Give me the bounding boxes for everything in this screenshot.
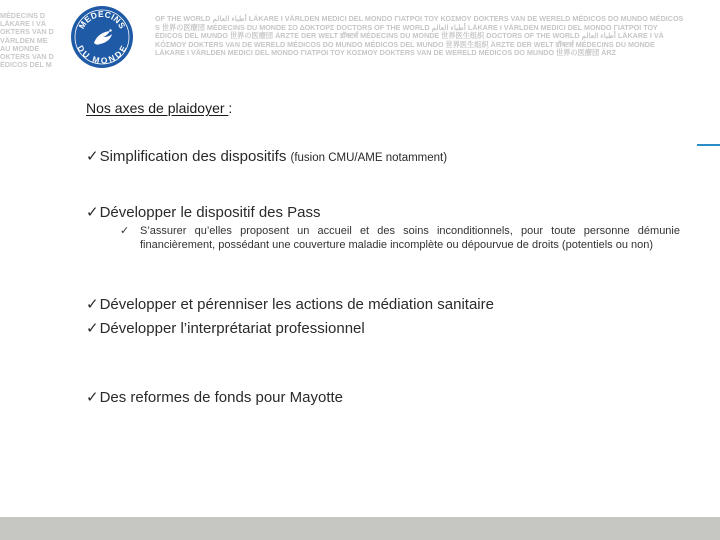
bullet-item: ✓Développer et pérenniser les actions de médiation sanitaire	[86, 296, 494, 313]
heading-colon: :	[228, 100, 233, 116]
check-icon: ✓	[86, 320, 99, 337]
bullet-item: ✓Développer le dispositif des Pass	[86, 204, 321, 221]
bullet-item: ✓Simplification des dispositifs (fusion CMU/AME notamment)	[86, 148, 448, 165]
bullet-item: ✓Des reformes de fonds pour Mayotte	[86, 389, 344, 406]
medecins-du-monde-logo	[70, 5, 134, 69]
check-icon: ✓	[86, 204, 99, 221]
footer-bar	[0, 517, 720, 540]
heading-text: Nos axes de plaidoyer	[86, 100, 229, 116]
left-banner-text: MÉDECINS D LÄKARE I VÄ OKTERS VAN D VÄRLDEN ME AU MONDE OKTERS VAN D ÉDICOS DEL M	[0, 11, 54, 70]
logo-text-bottom: DU MONDE	[75, 43, 129, 66]
logo-text-top: MEDECINS	[76, 8, 128, 31]
sub-bullet-item: ✓ S’assurer qu’elles proposent un accueil et des soins inconditionnels, pour toute personne démunie financièrement, possédant une couverture maladie incomplète ou dépourvue de droits (potentiels ou non)	[120, 225, 680, 251]
check-icon: ✓	[120, 225, 130, 237]
right-banner-text: OF THE WORLD أطباء العالم LÄKARE I VÄRLDEN MEDICI DEL MONDO ΓΙΑΤΡΟΙ ΤΟΥ ΚΟΣΜΟΥ DOKTERS VAN DE WERELD MÉDICOS DO MUNDO MÉDICOS S 世界の医療団 MÉDECINS DU MONDE ΣΟ ΔΟΚΤΟΡΣ DOCTORS OF THE WORLD أطباء العالم LÄKARE I VÄRLDEN MEDICI DEL MONDO ΓΙΑΤΡΟΙ ΤΟΥ ÉDICOS DEL MUNDO 世界の医療団 ÄRZTE DER WELT डॉक्टर्स MÉDECINS DU MONDE 世界医生组织 DOCTORS OF THE WORLD أطباء العالم LÄKARE I VÄ KÓΣΜΟΥ DOKTERS VAN DE WERELD MÉDICOS DO MUNDO MÉDICOS DEL MUNDO 世界医生组织 ÄRZTE DER WELT डॉक्टर्स MÉDECINS DU MONDE LÄKARE I VÄRLDEN MEDICI DEL MONDO ΓΙΑΤΡΟΙ ΤΟΥ ΚΟΣΜΟΥ DOKTERS VAN DE WERELD MÉDICOS DO MUNDO 世界の医療団 ÁRZ	[155, 14, 684, 57]
accent-line	[697, 144, 720, 146]
check-icon: ✓	[86, 148, 99, 165]
check-icon: ✓	[86, 296, 99, 313]
check-icon: ✓	[86, 389, 99, 406]
slide-heading	[86, 100, 232, 116]
bullet-item: ✓Développer l’interprétariat professionnel	[86, 320, 365, 337]
